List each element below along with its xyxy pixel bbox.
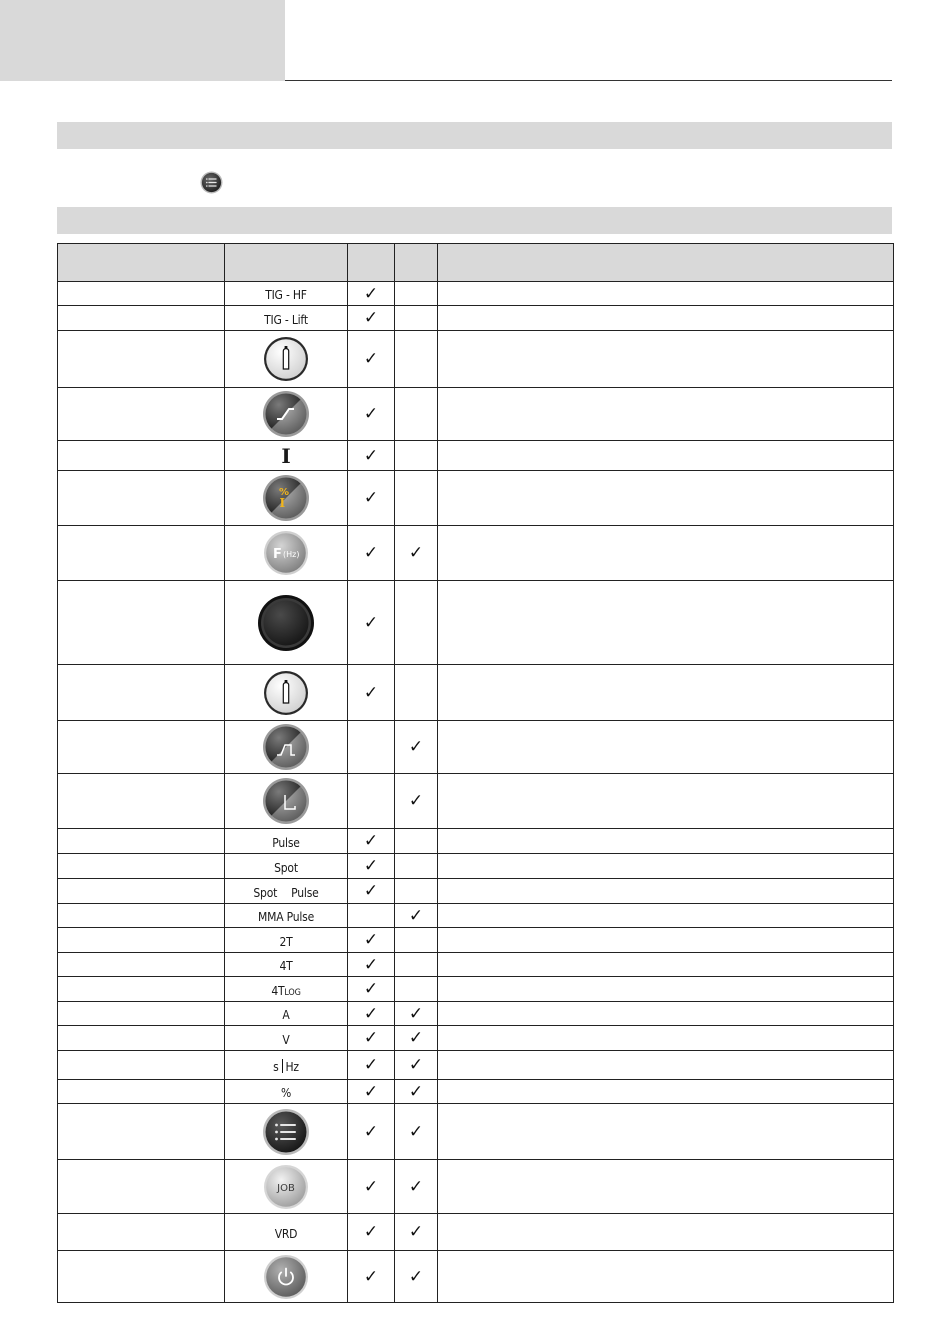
svg-text:I: I xyxy=(279,496,286,510)
check-mark: ✓ xyxy=(363,979,379,999)
symbol-label: Pulse xyxy=(272,835,300,850)
check-cell-2 xyxy=(395,721,438,774)
check-cell-1 xyxy=(348,829,395,854)
table-row xyxy=(58,829,894,854)
description-cell xyxy=(438,1251,894,1303)
table-row xyxy=(58,721,894,774)
parameter-name-cell xyxy=(58,1104,225,1160)
check-cell-1 xyxy=(348,1160,395,1214)
check-mark: ✓ xyxy=(363,349,379,369)
check-cell-1 xyxy=(348,526,395,581)
header-cell xyxy=(395,244,438,282)
description-cell xyxy=(438,1051,894,1080)
description-cell xyxy=(438,928,894,953)
parameter-name-cell xyxy=(58,331,225,388)
check-cell-2 xyxy=(395,665,438,721)
symbol-label: V xyxy=(282,1032,290,1047)
check-cell-1 xyxy=(348,306,395,331)
check-cell-2 xyxy=(395,1104,438,1160)
description-cell xyxy=(438,1214,894,1251)
symbol-cell xyxy=(225,1160,348,1214)
check-cell-2 xyxy=(395,774,438,829)
description-cell xyxy=(438,1160,894,1214)
frequency-hz-icon xyxy=(263,543,309,562)
parameter-name-cell xyxy=(58,879,225,904)
svg-text:(Hz): (Hz) xyxy=(283,550,300,559)
table-row xyxy=(58,774,894,829)
symbol-label: I xyxy=(281,443,291,468)
symbol-label: MMA Pulse xyxy=(257,910,315,924)
table-row xyxy=(58,388,894,441)
parameter-name-cell xyxy=(58,1160,225,1214)
parameter-name-cell xyxy=(58,471,225,526)
table-row xyxy=(58,1251,894,1303)
check-mark: ✓ xyxy=(363,1055,379,1075)
table-row xyxy=(58,282,894,306)
check-mark: ✓ xyxy=(408,791,424,811)
parameter-name-cell xyxy=(58,1080,225,1104)
check-cell-2 xyxy=(395,1051,438,1080)
check-cell-2 xyxy=(395,1251,438,1303)
check-cell-2 xyxy=(395,928,438,953)
check-cell-1 xyxy=(348,1214,395,1251)
symbol-cell xyxy=(225,1051,348,1080)
description-cell xyxy=(438,1080,894,1104)
check-cell-1 xyxy=(348,879,395,904)
symbol-cell xyxy=(225,1214,348,1251)
check-mark: ✓ xyxy=(363,1266,379,1287)
check-cell-1 xyxy=(348,665,395,721)
check-mark: ✓ xyxy=(363,1003,379,1024)
check-cell-1 xyxy=(348,471,395,526)
check-cell-1 xyxy=(348,282,395,306)
description-cell xyxy=(438,1026,894,1051)
check-cell-1 xyxy=(348,721,395,774)
table-row xyxy=(58,441,894,471)
svg-text:JOB: JOB xyxy=(277,1182,295,1194)
symbol-cell xyxy=(225,977,348,1002)
check-mark: ✓ xyxy=(408,543,424,563)
percent-current-icon xyxy=(262,487,310,510)
description-cell xyxy=(438,1002,894,1026)
check-cell-2 xyxy=(395,306,438,331)
parameter-name-cell xyxy=(58,1214,225,1251)
table-row xyxy=(58,526,894,581)
check-mark: ✓ xyxy=(408,1176,424,1197)
description-cell xyxy=(438,953,894,977)
check-cell-2 xyxy=(395,879,438,904)
check-cell-1 xyxy=(348,1051,395,1080)
check-mark: ✓ xyxy=(363,612,379,633)
symbol-cell xyxy=(225,1104,348,1160)
check-mark: ✓ xyxy=(408,1028,424,1048)
description-cell xyxy=(438,829,894,854)
symbol-label: % xyxy=(280,1086,292,1100)
check-cell-2 xyxy=(395,1160,438,1214)
check-mark: ✓ xyxy=(363,404,379,424)
header-cell xyxy=(58,244,225,282)
check-cell-1 xyxy=(348,977,395,1002)
symbol-label-2: Hz xyxy=(285,1059,299,1074)
slope-up-icon xyxy=(262,404,310,423)
description-cell xyxy=(438,904,894,928)
check-cell-1 xyxy=(348,1080,395,1104)
symbol-label-2: Pulse xyxy=(291,885,319,900)
symbol-cell xyxy=(225,581,348,665)
parameter-name-cell xyxy=(58,526,225,581)
description-cell xyxy=(438,282,894,306)
header-corner-block xyxy=(0,0,285,81)
check-mark: ✓ xyxy=(363,881,379,901)
parameter-name-cell xyxy=(58,1051,225,1080)
parameter-name-cell xyxy=(58,388,225,441)
parameter-name-cell xyxy=(58,441,225,471)
check-cell-2 xyxy=(395,441,438,471)
symbol-label: 4T xyxy=(271,983,285,998)
symbol-label: Spot xyxy=(274,860,298,875)
table-header-row xyxy=(58,244,894,282)
symbol-cell xyxy=(225,904,348,928)
check-cell-2 xyxy=(395,829,438,854)
symbol-cell xyxy=(225,1251,348,1303)
description-cell xyxy=(438,854,894,879)
description-cell xyxy=(438,721,894,774)
parameter-name-cell xyxy=(58,1002,225,1026)
check-mark: ✓ xyxy=(363,543,379,563)
table-row xyxy=(58,904,894,928)
symbol-cell xyxy=(225,306,348,331)
parameter-name-cell xyxy=(58,306,225,331)
symbol-cell xyxy=(225,665,348,721)
parameter-table xyxy=(57,243,894,1303)
check-cell-2 xyxy=(395,581,438,665)
symbol-cell xyxy=(225,721,348,774)
symbol-label: s xyxy=(273,1059,279,1074)
symbol-label: A xyxy=(282,1008,290,1022)
hot-start-icon xyxy=(262,737,310,756)
svg-text:F: F xyxy=(273,547,282,562)
symbol-cell xyxy=(225,928,348,953)
check-mark: ✓ xyxy=(363,283,379,304)
check-cell-1 xyxy=(348,928,395,953)
table-row xyxy=(58,331,894,388)
section-bar-2 xyxy=(57,207,892,234)
parameter-name-cell xyxy=(58,1251,225,1303)
table-row xyxy=(58,1104,894,1160)
check-mark: ✓ xyxy=(363,1121,379,1142)
table-row xyxy=(58,306,894,331)
table-row xyxy=(58,1160,894,1214)
symbol-cell xyxy=(225,331,348,388)
check-mark: ✓ xyxy=(363,308,379,328)
check-mark: ✓ xyxy=(408,737,424,757)
header-cell xyxy=(348,244,395,282)
symbol-cell xyxy=(225,953,348,977)
check-cell-1 xyxy=(348,1026,395,1051)
header-cell xyxy=(438,244,894,282)
check-mark: ✓ xyxy=(363,930,379,950)
symbol-cell xyxy=(225,471,348,526)
parameter-name-cell xyxy=(58,977,225,1002)
symbol-label: TIG - HF xyxy=(265,288,307,302)
check-mark: ✓ xyxy=(363,1028,379,1048)
symbol-cell xyxy=(225,854,348,879)
table-row xyxy=(58,1051,894,1080)
check-mark: ✓ xyxy=(408,905,424,926)
description-cell xyxy=(438,526,894,581)
table-row xyxy=(58,1002,894,1026)
parameter-name-cell xyxy=(58,581,225,665)
check-cell-1 xyxy=(348,388,395,441)
check-mark: ✓ xyxy=(363,954,379,975)
menu-list-icon xyxy=(200,171,223,194)
table-row xyxy=(58,1080,894,1104)
symbol-cell xyxy=(225,526,348,581)
symbol-label: Spot xyxy=(253,885,278,900)
arc-force-icon xyxy=(262,791,310,810)
check-mark: ✓ xyxy=(363,682,379,703)
description-cell xyxy=(438,441,894,471)
check-mark: ✓ xyxy=(363,1176,379,1197)
table-row xyxy=(58,953,894,977)
symbol-cell xyxy=(225,774,348,829)
check-mark: ✓ xyxy=(363,445,379,466)
check-mark: ✓ xyxy=(363,831,379,851)
job-button-icon xyxy=(263,1176,309,1195)
check-mark: ✓ xyxy=(363,1222,379,1242)
description-cell xyxy=(438,977,894,1002)
description-cell xyxy=(438,774,894,829)
parameter-name-cell xyxy=(58,721,225,774)
check-cell-1 xyxy=(348,904,395,928)
header-cell xyxy=(225,244,348,282)
section-bar-1 xyxy=(57,122,892,149)
symbol-cell xyxy=(225,879,348,904)
gas-cylinder-icon xyxy=(263,349,309,368)
gas-cylinder-icon xyxy=(263,682,309,701)
check-cell-2 xyxy=(395,388,438,441)
parameter-name-cell xyxy=(58,953,225,977)
parameter-name-cell xyxy=(58,904,225,928)
symbol-label: TIG - Lift xyxy=(264,312,308,327)
check-mark: ✓ xyxy=(408,1081,424,1102)
description-cell xyxy=(438,1104,894,1160)
power-button-icon xyxy=(263,1266,309,1285)
table-row xyxy=(58,581,894,665)
check-cell-2 xyxy=(395,1214,438,1251)
check-cell-2 xyxy=(395,282,438,306)
check-mark: ✓ xyxy=(408,1266,424,1287)
parameter-name-cell xyxy=(58,665,225,721)
check-mark: ✓ xyxy=(363,856,379,876)
description-cell xyxy=(438,306,894,331)
check-cell-2 xyxy=(395,854,438,879)
menu-list-icon xyxy=(262,1121,310,1140)
check-cell-2 xyxy=(395,331,438,388)
table-row xyxy=(58,977,894,1002)
check-cell-1 xyxy=(348,1104,395,1160)
check-cell-2 xyxy=(395,1026,438,1051)
check-cell-2 xyxy=(395,977,438,1002)
check-mark: ✓ xyxy=(408,1055,424,1075)
description-cell xyxy=(438,581,894,665)
parameter-name-cell xyxy=(58,282,225,306)
table-row xyxy=(58,928,894,953)
table-row xyxy=(58,879,894,904)
parameter-name-cell xyxy=(58,774,225,829)
symbol-cell xyxy=(225,1080,348,1104)
symbol-cell xyxy=(225,1002,348,1026)
table-row xyxy=(58,471,894,526)
description-cell xyxy=(438,388,894,441)
symbol-cell xyxy=(225,441,348,471)
check-cell-1 xyxy=(348,581,395,665)
description-cell xyxy=(438,665,894,721)
check-cell-1 xyxy=(348,854,395,879)
table-row xyxy=(58,1026,894,1051)
symbol-label: 4T xyxy=(279,959,293,973)
description-cell xyxy=(438,879,894,904)
check-cell-1 xyxy=(348,774,395,829)
header-rule xyxy=(285,80,892,81)
table-row xyxy=(58,854,894,879)
check-cell-2 xyxy=(395,904,438,928)
check-cell-1 xyxy=(348,441,395,471)
check-cell-2 xyxy=(395,526,438,581)
symbol-label: VRD xyxy=(274,1226,298,1241)
description-cell xyxy=(438,471,894,526)
check-cell-1 xyxy=(348,1002,395,1026)
table-row xyxy=(58,1214,894,1251)
description-cell xyxy=(438,331,894,388)
check-cell-1 xyxy=(348,331,395,388)
encoder-knob-icon xyxy=(257,612,315,631)
check-mark: ✓ xyxy=(408,1222,424,1242)
parameter-name-cell xyxy=(58,829,225,854)
check-cell-1 xyxy=(348,1251,395,1303)
symbol-cell xyxy=(225,1026,348,1051)
separator-line xyxy=(282,1059,283,1073)
check-mark: ✓ xyxy=(363,488,379,508)
check-cell-2 xyxy=(395,1002,438,1026)
symbol-cell xyxy=(225,282,348,306)
table-row xyxy=(58,665,894,721)
symbol-cell xyxy=(225,388,348,441)
check-cell-2 xyxy=(395,471,438,526)
check-cell-2 xyxy=(395,953,438,977)
check-mark: ✓ xyxy=(363,1081,379,1102)
parameter-name-cell xyxy=(58,1026,225,1051)
svg-text:%: % xyxy=(279,487,290,498)
check-mark: ✓ xyxy=(408,1121,424,1142)
parameter-name-cell xyxy=(58,928,225,953)
check-cell-2 xyxy=(395,1080,438,1104)
symbol-label: 2T xyxy=(279,934,293,949)
symbol-sublabel: LOG xyxy=(284,987,301,998)
symbol-cell xyxy=(225,829,348,854)
check-mark: ✓ xyxy=(408,1003,424,1024)
check-cell-1 xyxy=(348,953,395,977)
parameter-name-cell xyxy=(58,854,225,879)
